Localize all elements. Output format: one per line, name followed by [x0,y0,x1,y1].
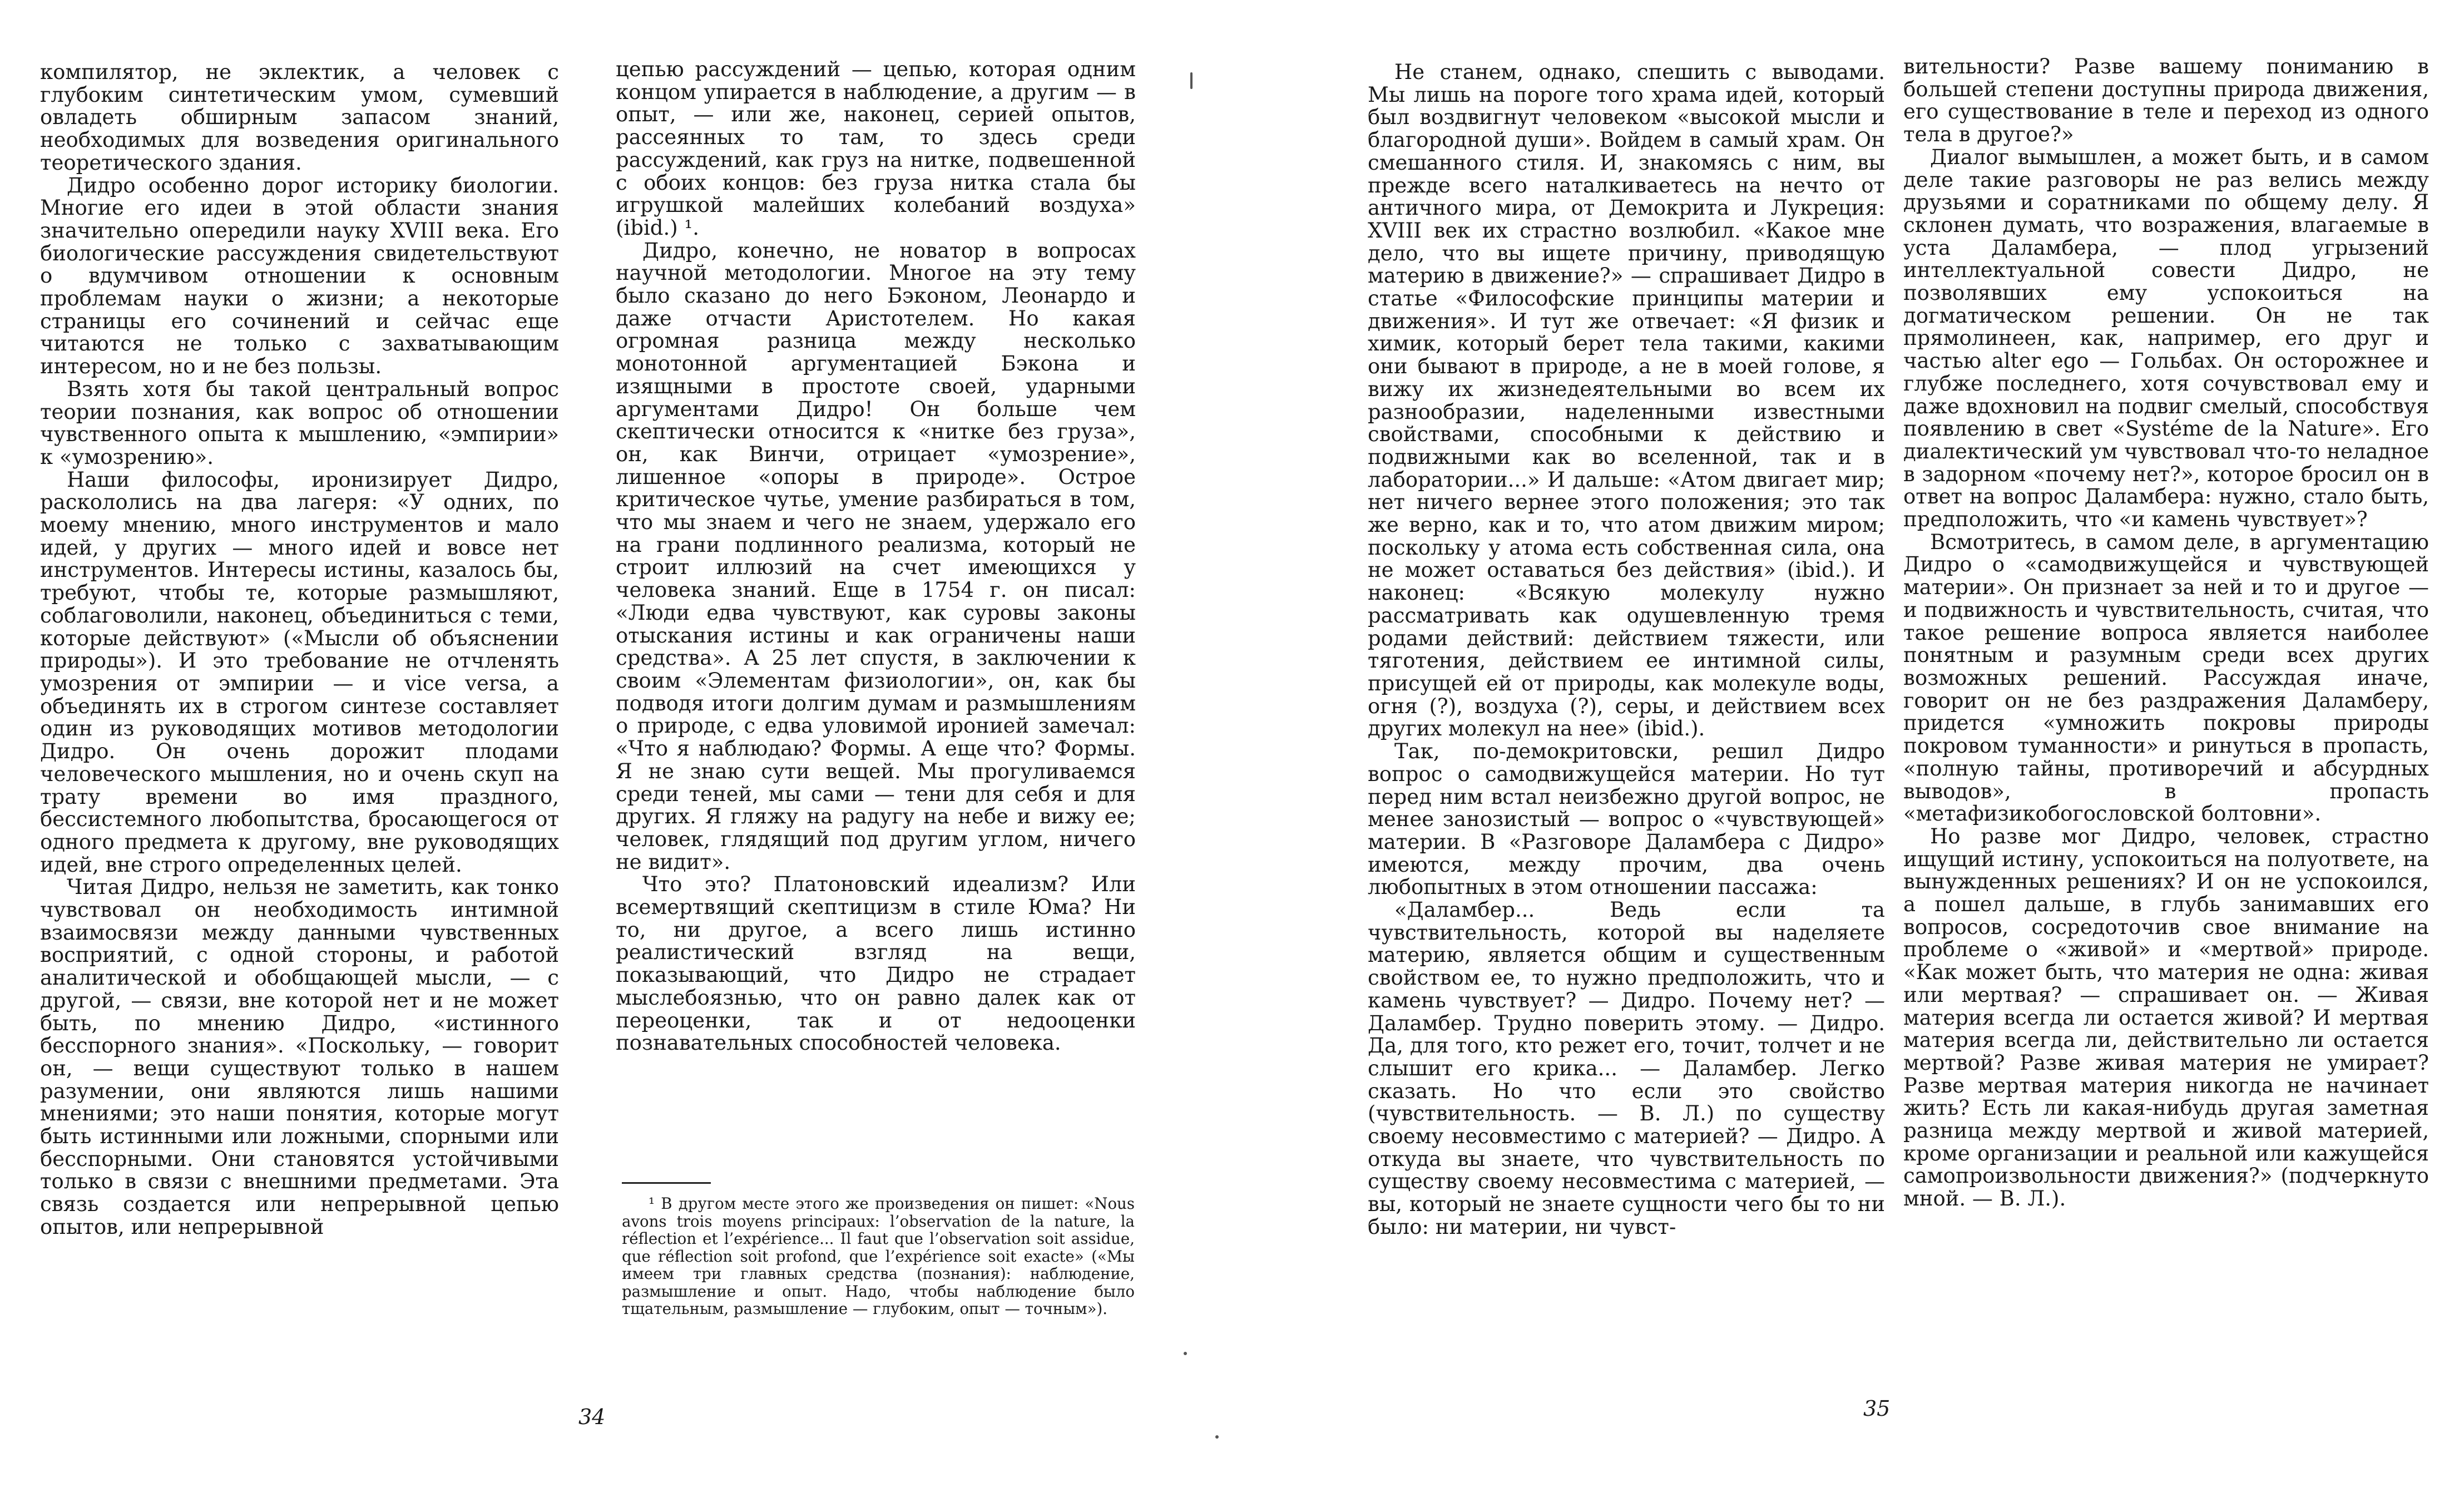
scan-speck [1215,1435,1219,1439]
footnote-text: ¹ В другом месте этого же произведения он пишет: «Nous avons trois moyens principaux: l’observation de la nature, la réflection et l’expérience... Il faut que l’observation soit assidue, que réflection soit profond, que l’expérience soit exacte» («Мы имеем три главных средства (познания): наблюдение, размышление и опыт. Надо, чтобы наблюдение было тщательным, размышление — глубоким, опыт — точным»). [622,1195,1135,1318]
paragraph: Дидро особенно дорог историку биологии. Многие его идеи в этой области знания значительно опередили науку XVIII века. Его биологические рассуждения свидетельствуют о вдумчивом отношении к основным проблемам науки о жизни; а некоторые страницы его сочинений и сейчас еще читаются не только с захватывающим интересом, но и не без пользы. [40,173,559,379]
right-page-column-2 [1903,56,2429,1402]
paragraph: цепью рассуждений — цепью, которая одним концом упирается в наблюдение, а другим — в опыт, — или же, наконец, серией опытов, рассеянных то там, то здесь среди рассуждений, как груз на нитке, подвешенной с обоих концов: без груза нитка стала бы игрушкой малейших колебаний воздуха» (ibid.) ¹. [616,58,1136,240]
left-page-column-1 [40,61,559,1424]
paragraph: Читая Дидро, нельзя не заметить, как тонко чувствовал он необходимость интимной взаимосвязи между данными чувственных восприятий, с одной стороны, и работой аналитической и обобщающей мысли, — с другой, — связи, вне которой нет и не может быть, по мнению Дидро, «истинного бесспорного знания». «Поскольку, — говорит он, — вещи существуют только в нашем разумении, они являются лишь нашими мнениями; это наши понятия, которые могут быть истинными или ложными, спорными или бесспорными. Они становятся устойчивыми только в связи с внешними предметами. Эта связь создается или непрерывной цепью опытов, или непрерывной [40,875,559,1239]
scan-mark [1190,72,1193,89]
footnote [622,1195,1135,1390]
paragraph: Так, по-демокритовски, решил Дидро вопрос о самодвижущейся материи. Но тут перед ним встал неизбежно другой вопрос, не менее занозистый — вопрос о «чувствующей» материи. В «Разговоре Даламбера с Дидро» имеются, между прочим, два очень любопытных в этом отношении пассажа: [1368,739,1885,900]
paragraph: компилятор, не эклектик, а человек с глубоким синтетическим умом, сумевший овладеть обширным запасом знаний, необходимых для возведения оригинального теоретического здания. [40,61,559,175]
scan-speck [1184,1352,1187,1355]
paragraph: Дидро, конечно, не новатор в вопросах научной методологии. Многое на эту тему было сказано до него Бэконом, Леонардо и даже отчасти Аристотелем. Но какая огромная разница между несколько монотонной аргументацией Бэкона и изящными в простоте своей, ударными аргументами Дидро! Он больше чем скептически относится к «нитке без груза», он, как Винчи, отрицает «умозрение», лишенное «опоры в природе». Острое критическое чутье, умение разбираться в том, что мы знаем и чего не знаем, удержало его на грани подлинного реализма, который не строит иллюзий на счет имеющихся у человека знаний. Еще в 1754 г. он писал: «Люди едва чувствуют, как суровы законы отыскания истины и как ограничены наши средства». А 25 лет спустя, в заключении к своим «Элементам физиологии», он, как бы подводя итоги долгим думам и размышлениям о природе, с едва уловимой иронией замечал: «Что я наблюдаю? Формы. А еще что? Формы. Я не знаю сути вещей. Мы прогуливаемся среди теней, мы сами — тени для себя и для других. Я гляжу на радугу на небе и вижу ее; человек, глядящий под другим углом, ничего не видит». [616,238,1136,874]
paragraph: Но разве мог Дидро, человек, страстно ищущий истину, успокоиться на полуответе, на вынужденных решениях? И он не успокоился, а пошел дальше, в глубь занимавших его вопросов, сосредоточив свое внимание на проблеме о «живой» и «мертвой» природе. «Как может быть, что материя не одна: живая или мертвая? — спрашивает он. — Живая материя всегда ли остается живой? И мертвая материя всегда ли, действительно ли остается мертвой? Разве живая материя не умирает? Разве мертвая материя никогда не начинает жить? Есть ли какая-нибудь другая заметная разница между мертвой и живой материей, кроме организации и реальной или кажущейся самопроизвольности движения?» (подчеркнуто мной. — В. Л.). [1903,824,2429,1211]
paragraph: вительности? Разве вашему пониманию в большей степени доступны природа движения, его существование в теле и переход из одного тела в другое?» [1903,56,2429,147]
paragraph: Наши философы, иронизирует Дидро, раскололись на два лагеря: «У одних, по моему мнению, много инструментов и мало идей, у других — много идей и вовсе нет инструментов. Интересы истины, казалось бы, требуют, чтобы те, которые размышляют, соблаговолили, наконец, объединиться с теми, которые действуют» («Мысли об объяснении природы»). И это требование не отчленять умозрения от эмпирии — и vice versa, а объединять их в строгом синтезе составляет один из руководящих мотивов методологии Дидро. Он очень дорожит плодами человеческого мышления, но и очень скуп на трату времени во имя праздного, бессистемного любопытства, бросающегося от одного предмета к другому, вне руководящих идей, вне строго определенных целей. [40,467,559,877]
paragraph: «Даламбер... Ведь если та чувствительность, которой вы наделяете материю, является общим и существенным свойством ее, то нужно предположить, что и камень чувствует? — Дидро. Почему нет? — Даламбер. Трудно поверить этому. — Дидро. Да, для того, кто режет его, точит, толчет и не слышит его крика... — Даламбер. Легко сказать. Но что если это свойство (чувствительность. — В. Л.) по существу своему несовместимо с материей? — Дидро. А откуда вы знаете, что чувствительность по существу своему несовместима с материей, — вы, который не знаете сущности чего бы то ни было: ни материи, ни чувст- [1368,898,1885,1239]
right-page-column-1 [1368,61,1885,1391]
paragraph: Всмотритесь, в самом деле, в аргументацию Дидро о «самодвижущейся и чувствующей материи». Он признает за ней и то и другое — и подвижность и чувствительность, считая, что такое решение вопроса является наиболее понятным и разумным среди всех других возможных решений. Рассуждая иначе, говорит он не без раздражения Даламберу, придется «умножить покровы природы покровом туманности» и ринуться в пропасть, «полную тайны, противоречий и абсурдных выводов», в пропасть «метафизикобогословской болтовни». [1903,530,2429,826]
footnote-separator [622,1182,711,1184]
paragraph: Диалог вымышлен, а может быть, и в самом деле такие разговоры не раз велись между друзьями и соратниками по общему делу. Я склонен думать, что возражения, влагаемые в уста Даламбера, — плод угрызений интеллектуальной совести Дидро, не позволявших ему успокоиться на догматическом решении. Он не так прямолинеен, как, например, его друг и частью alter ego — Гольбах. Он осторожнее и глубже последнего, хотя сочувствовал ему и даже вдохновил на подвиг смелый, способствуя появлению в свет «Systéme de la Nature». Его диалектический ум чувствовал что-то неладное в задорном «почему нет?», которое бросил он в ответ на вопрос Даламбера: нужно, стало быть, предположить, что «и камень чувствует»? [1903,145,2429,532]
paragraph: Взять хотя бы такой центральный вопрос теории познания, как вопрос об отношении чувственного опыта к мышлению, «эмпирии» к «умозрению». [40,377,559,469]
page-number-left: 34 [578,1405,606,1429]
paragraph: Что это? Платоновский идеализм? Или всемертвящий скептицизм в стиле Юма? Ни то, ни другое, а всего лишь истинно реалистический взгляд на вещи, показывающий, что Дидро не страдает мыслебоязнью, что он равно далек как от переоценки, так и от недооценки познавательных способностей человека. [616,872,1136,1055]
paragraph: Не станем, однако, спешить с выводами. Мы лишь на пороге того храма идей, который был воздвигнут человеком «высокой мысли и благородной души». Войдем в самый храм. Он смешанного стиля. И, знакомясь с ним, вы прежде всего наталкиваетесь на нечто от античного мира, от Демокрита и Лукреция: XVIII век их страстно возлюбил. «Какое мне дело, что вы ищете причину, приводящую материю в движение?» — спрашивает Дидро в статье «Философские принципы материи и движения». И тут же отвечает: «Я физик и химик, который берет тела такими, какими они бывают в природе, а не в моей голове, я вижу их жизнедеятельными во всем их разнообразии, наделенными известными свойствами, способными к действию и подвижными как во вселенной, так и в лаборатории...» И дальше: «Атом двигает мир; нет ничего вернее этого положения; это так же верно, как и то, что атом движим миром; поскольку у атома есть собственная сила, она не может оставаться без действия» (ibid.). И наконец: «Всякую молекулу нужно рассматривать как одушевленную тремя родами действий: действием тяжести, или тяготения, действием ее интимной силы, присущей ей от природы, как молекуле воды, огня (?), воздуха (?), серы, и действием всех других молекул на нее» (ibid.). [1368,61,1885,741]
page-number-right: 35 [1863,1396,1891,1421]
left-page-column-2 [616,58,1136,1149]
